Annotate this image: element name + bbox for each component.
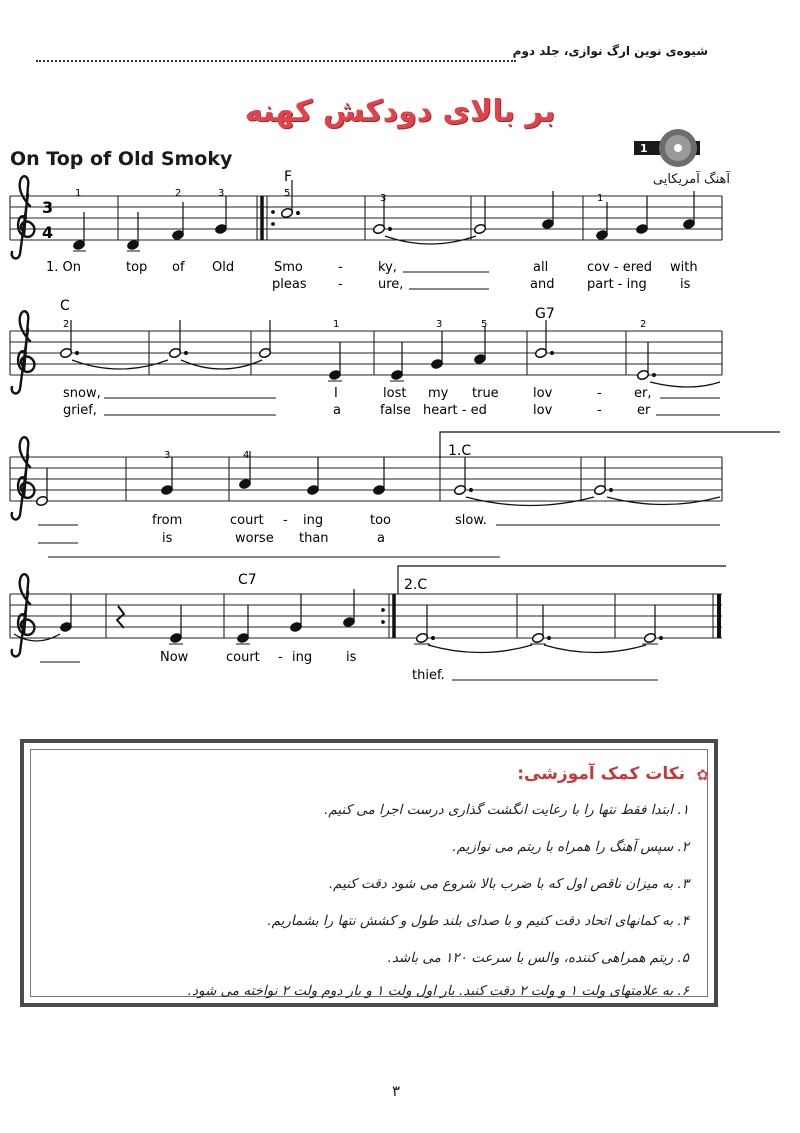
lyric: than (299, 531, 329, 546)
time-signature-bottom: 4 (42, 223, 54, 242)
fingering: 3 (164, 450, 171, 461)
lyric: court (226, 650, 260, 665)
lyric: from (152, 513, 183, 528)
lyric: lov (533, 403, 553, 418)
lyric: ky, (378, 260, 397, 275)
lyric: Old (212, 260, 235, 275)
lyric: Now (160, 650, 189, 665)
tips-inner-frame (30, 749, 708, 997)
lyric: - (597, 403, 602, 418)
tip-item: ۴. به کمانهای اتحاد دقت کنیم و با صدای بلند طول و کشش نتها را بشماریم. (267, 913, 689, 929)
lyric: lov (533, 386, 553, 401)
lyric: Smo (274, 260, 303, 275)
volta-1-chord: 1.C (448, 443, 472, 459)
lyric: a (377, 531, 385, 546)
song-title-english: On Top of Old Smoky (10, 148, 233, 170)
teaching-tips-box (20, 739, 718, 1007)
staff-system-2 (10, 298, 722, 418)
lyric: ing (292, 650, 313, 665)
fingering: 3 (436, 319, 443, 330)
tip-item: ۳. به میزان ناقص اول که با ضرب بالا شروع می شود دقت کنیم. (328, 876, 689, 892)
lyric: - (597, 386, 602, 401)
lyric: top (126, 260, 148, 275)
tip-item: ۱. ابتدا فقط نتها را با رعایت انگشت گذاری درست اجرا می کنیم. (324, 802, 689, 818)
composer-note: آهنگ آمریکایی (652, 172, 730, 187)
chord-symbol: C (60, 298, 70, 314)
book-title: شیوه‌ی نوین ارگ نوازی، جلد دوم (512, 44, 708, 58)
song-title-persian: بر بالای دودکش کهنه (244, 94, 556, 129)
lyric: slow. (455, 513, 487, 528)
lyric: - (338, 260, 343, 275)
time-signature-top: 3 (42, 198, 54, 217)
flower-icon: ✿ (696, 766, 709, 784)
fingering: 2 (63, 319, 70, 330)
fingering: 3 (380, 193, 387, 204)
fingering: 1 (333, 319, 340, 330)
tips-title: نکات کمک آموزشی: (517, 764, 685, 784)
lyric: - (338, 277, 343, 292)
volta-2-chord: 2.C (404, 577, 428, 593)
lyric: of (172, 260, 185, 275)
staff-system-1 (10, 169, 722, 292)
lyric: is (346, 650, 357, 665)
fingering: 4 (243, 450, 250, 461)
lyric: too (370, 513, 392, 528)
lyric: ure, (378, 277, 404, 292)
lyric: I (334, 386, 338, 401)
lyric: cov - ered (587, 260, 653, 275)
lyric: grief, (63, 403, 97, 418)
lyric: 1. On (46, 260, 82, 275)
fingering: 2 (175, 188, 182, 199)
chord-symbol: C7 (238, 572, 257, 588)
fingering: 5 (284, 188, 291, 199)
lyric: true (472, 386, 499, 401)
page-number: ۳ (392, 1082, 401, 1100)
fingering: 1 (75, 188, 82, 199)
lyric: all (533, 260, 549, 275)
lyric: is (162, 531, 173, 546)
lyric: is (680, 277, 691, 292)
tip-item: ۲. سپس آهنگ را همراه با ریتم می نوازیم. (452, 839, 689, 855)
fingering: 2 (640, 319, 647, 330)
lyric: worse (235, 531, 274, 546)
fingering: 5 (481, 319, 488, 330)
lyric: and (530, 277, 555, 292)
fingering: 1 (597, 193, 604, 204)
lyric: court (230, 513, 264, 528)
lyric: part - ing (587, 277, 647, 292)
lyric: ing (303, 513, 324, 528)
track-number: 1 (640, 142, 648, 155)
staff-system-3 (10, 432, 780, 557)
chord-symbol: F (284, 169, 293, 185)
tip-item: ۶. به علامتهای ولت ۱ و ولت ۲ دقت کنید. بار اول ولت ۱ و بار دوم ولت ۲ نواخته می شود. (187, 983, 689, 999)
lyric: with (670, 260, 698, 275)
fingering: 3 (218, 188, 225, 199)
lyric: er (637, 403, 651, 418)
lyric: my (428, 386, 449, 401)
tip-item: ۵. ریتم همراهی کننده، والس با سرعت ۱۲۰ می باشد. (387, 950, 689, 966)
lyric: - (283, 513, 288, 528)
lyric: pleas (272, 277, 307, 292)
lyric: thief. (412, 668, 445, 683)
lyric: lost (383, 386, 407, 401)
lyric: er, (634, 386, 652, 401)
staff-system-4 (10, 566, 726, 683)
lyric: - (278, 650, 283, 665)
lyric: false (380, 403, 411, 418)
chord-symbol: G7 (535, 306, 555, 322)
lyric: a (333, 403, 341, 418)
lyric: heart - ed (423, 403, 487, 418)
lyric: snow, (63, 386, 101, 401)
